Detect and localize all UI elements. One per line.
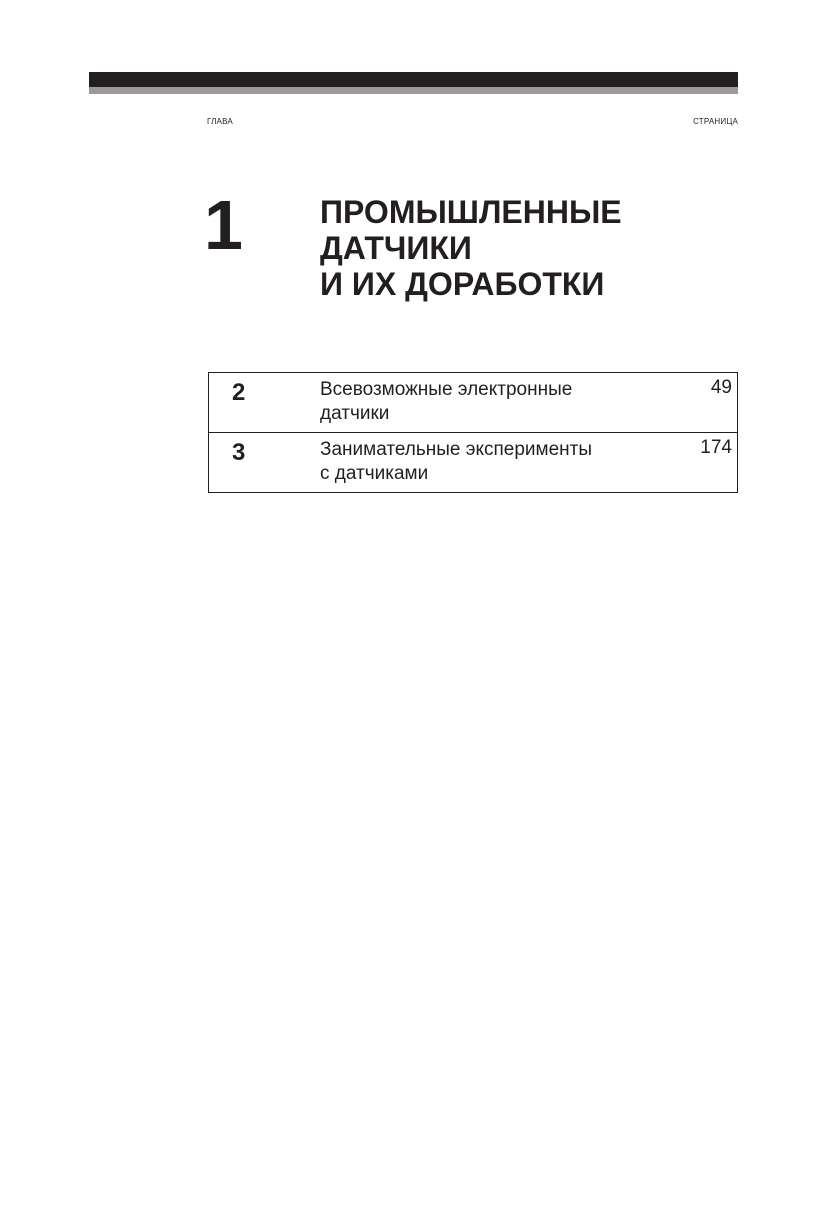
contents-row — [209, 432, 737, 492]
contents-chapter-title — [320, 378, 660, 426]
chapter-column-label: ГЛАВА — [207, 117, 233, 126]
chapter-title — [320, 194, 720, 302]
contents-title-line: Занимательные эксперименты — [320, 439, 593, 460]
contents-row — [209, 373, 737, 432]
contents-chapter-title — [320, 438, 660, 486]
contents-page-number: 49 — [710, 377, 732, 398]
contents-chapter-number: 3 — [232, 439, 246, 466]
chapter-title-line: ДАТЧИКИ — [320, 230, 472, 266]
header-rule-dark — [89, 72, 738, 87]
contents-title-line: Всевозможные электронные — [320, 379, 573, 400]
contents-table — [208, 372, 738, 493]
page-column-label: СТРАНИЦА — [693, 117, 738, 126]
contents-title-line: датчики — [320, 403, 390, 424]
chapter-title-line: ПРОМЫШЛЕННЫЕ — [320, 194, 622, 230]
contents-title-line: с датчиками — [320, 463, 429, 484]
chapter-title-line: И ИХ ДОРАБОТКИ — [320, 266, 605, 302]
contents-chapter-number: 2 — [232, 379, 246, 406]
contents-page-number: 174 — [700, 437, 732, 458]
chapter-number: 1 — [204, 186, 243, 264]
header-rule-gray — [89, 87, 738, 94]
